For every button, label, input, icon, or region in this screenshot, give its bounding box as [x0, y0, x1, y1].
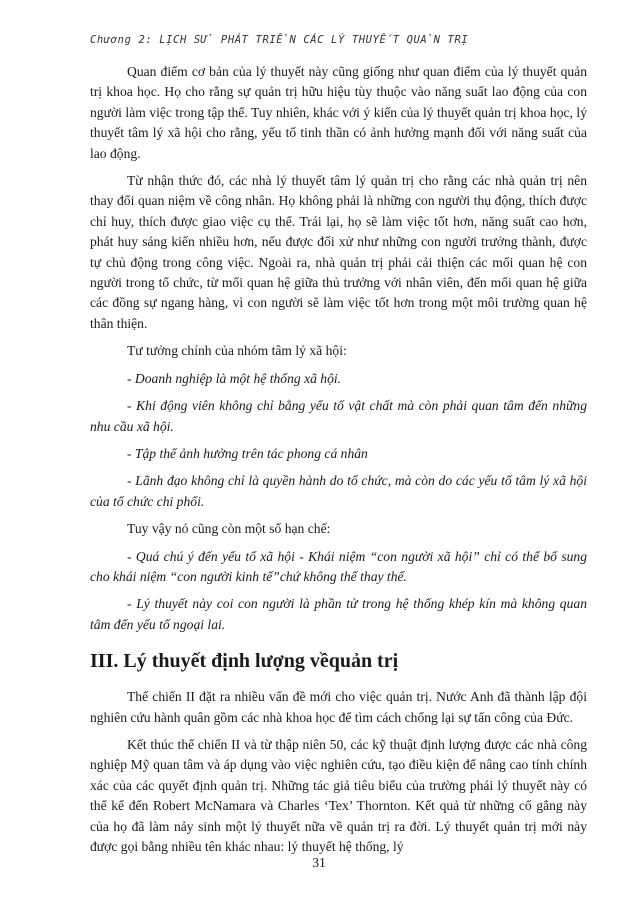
paragraph: Quan điểm cơ bản của lý thuyết này cũng giống như quan điểm của lý thuyết quản trị khoa học. Họ cho rằng sự quản trị hữu hiệu tùy thuộc vào năng suất lao động của con người làm việc trong tập thể. Tuy nhiên, khác với ý kiến của lý thuyết quản trị khoa học, lý thuyết tâm lý xã hội cho rằng, yếu tố tinh thần có ảnh hưởng mạnh đối với năng suất của lao động.	[90, 64, 587, 161]
paragraph: Thế chiến II đặt ra nhiều vấn đề mới cho việc quản trị. Nước Anh đã thành lập đội nghiên cứu hành quân gồm các nhà khoa học để tìm cách chống lại sự tấn công của Đức.	[90, 689, 587, 725]
paragraph: Tuy vậy nó cũng còn một số hạn chế:	[127, 521, 331, 537]
body-text	[90, 62, 587, 864]
paragraph: Từ nhận thức đó, các nhà lý thuyết tâm lý quản trị cho rằng các nhà quản trị nên thay đổi quan niệm về công nhân. Họ không phải là những con người thụ động, thích được chỉ huy, thích được giao việc cụ thể. Trái lại, họ sẽ làm việc tốt hơn, năng suất cao hơn, phát huy sáng kiến nhiều hơn, nếu được đối xử như những con người trưởng thành, được tự chủ động trong công việc. Ngoài ra, nhà quản trị phải cải thiện các mối quan hệ con người trong tổ chức, từ mối quan hệ giữa thủ trưởng với nhân viên, đến mối quan hệ giữa các đồng sự ngang hàng, vì con người sẽ làm việc tốt hơn trong một môi trường quan hệ thân thiện.	[90, 173, 587, 331]
bullet-item: - Doanh nghiệp là một hệ thống xã hội.	[127, 370, 342, 386]
bullet-item: - Tập thể ảnh hưởng trên tác phong cá nhân	[127, 445, 368, 461]
bullet-item: - Khi động viên không chỉ bằng yếu tố vật chất mà còn phải quan tâm đến những nhu cầu xã hội.	[90, 398, 587, 434]
running-header: Chương 2: LỊCH SỬ PHÁT TRIỂN CÁC LÝ THUYẾT QUẢN TRỊ	[90, 34, 469, 46]
bullet-item: - Quá chú ý đến yếu tố xã hội - Khái niệm “con người xã hội” chỉ có thể bổ sung cho khái niệm “con người kinh tế”chứ không thể thay thế.	[90, 548, 587, 584]
paragraph: Kết thúc thế chiến II và từ thập niên 50, các kỹ thuật định lượng được các nhà công nghiệp Mỹ quan tâm và áp dụng vào việc nghiên cứu, tạo điều kiện để nâng cao tính chính xác của các quyết định quản trị. Những tác giả tiêu biểu của trường phái lý thuyết này có thể kể đến Robert McNamara và Charles ‘Tex’ Thornton. Kết quả từ những cố gắng này của họ đã làm nảy sinh một lý thuyết nữa về quản trị ra đời. Lý thuyết quản trị mới này được gọi bằng nhiều tên khác nhau: lý thuyết hệ thống, lý	[90, 736, 587, 854]
section-heading: III. Lý thuyết định lượng vềquản trị	[90, 650, 399, 673]
bullet-item: - Lãnh đạo không chỉ là quyền hành do tổ chức, mà còn do các yếu tố tâm lý xã hội của tổ chức chi phối.	[90, 473, 587, 509]
bullet-item: - Lý thuyết này coi con người là phần tử trong hệ thống khép kín mà không quan tâm đến yếu tố ngoại lai.	[90, 596, 587, 632]
paragraph: Tư tưởng chính của nhóm tâm lý xã hội:	[127, 343, 347, 359]
page-number: 31	[312, 855, 326, 870]
